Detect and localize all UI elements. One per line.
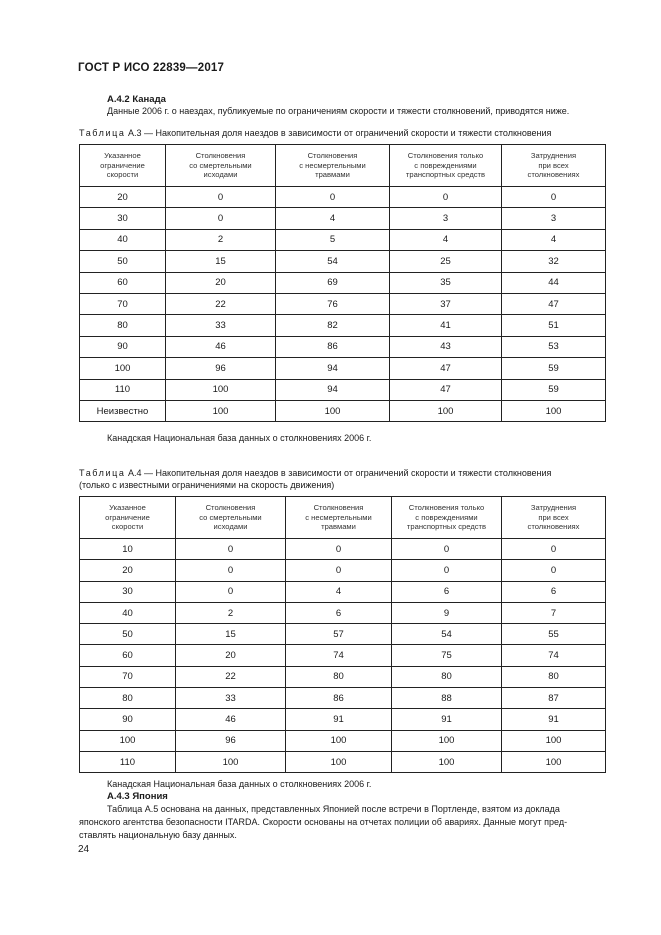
- column-header-line: столкновениях: [527, 522, 580, 532]
- table-cell: 32: [502, 251, 606, 272]
- table-cell: 3: [390, 208, 502, 229]
- table-cell: 100: [276, 400, 390, 421]
- column-header: [502, 145, 606, 187]
- table-cell: 2: [176, 602, 286, 623]
- table-row: [80, 751, 606, 772]
- column-header-line: с несмертельными: [305, 512, 372, 522]
- column-header: [276, 145, 390, 187]
- column-header-line: травмами: [315, 170, 350, 180]
- table-cell: 100: [166, 379, 276, 400]
- table-cell: 74: [502, 645, 606, 666]
- section-heading-canada: А.4.2 Канада: [107, 94, 166, 105]
- japan-paragraph-line-3: ставлять национальную базу данных.: [79, 830, 237, 840]
- table-row: [80, 688, 606, 709]
- table-cell: 80: [286, 666, 392, 687]
- table-cell: 47: [390, 358, 502, 379]
- table-cell: 0: [166, 187, 276, 208]
- table-row: [80, 187, 606, 208]
- table-cell: 50: [80, 624, 176, 645]
- table-cell: 110: [80, 751, 176, 772]
- column-header: [80, 497, 176, 539]
- column-header-line: травмами: [321, 522, 356, 532]
- table-cell: 35: [390, 272, 502, 293]
- table-row: [80, 315, 606, 336]
- column-header: [166, 145, 276, 187]
- table-cell: 44: [502, 272, 606, 293]
- table-cell: 20: [176, 645, 286, 666]
- table-cell: 53: [502, 336, 606, 357]
- table-row: [80, 666, 606, 687]
- column-header-line: скорости: [106, 170, 139, 180]
- table-cell: 54: [276, 251, 390, 272]
- table-a4: [79, 496, 606, 773]
- table-cell: 55: [502, 624, 606, 645]
- table-cell: 20: [80, 187, 166, 208]
- table-cell: 100: [502, 751, 606, 772]
- column-header-line: Столкновения только: [407, 151, 484, 161]
- table-cell: 47: [502, 293, 606, 314]
- table-a3: [79, 144, 606, 422]
- column-header-line: Столкновения только: [408, 503, 485, 513]
- japan-paragraph-line-1: Таблица А.5 основана на данных, представленных Японией после встречи в Портленде, взятом из доклада: [107, 804, 560, 814]
- table-cell: 75: [392, 645, 502, 666]
- column-header: [176, 497, 286, 539]
- table-cell: Неизвестно: [80, 400, 166, 421]
- column-header-line: с несмертельными: [299, 160, 366, 170]
- table-cell: 30: [80, 581, 176, 602]
- section-intro-paragraph: Данные 2006 г. о наездах, публикуемые по ограничениям скорости и тяжести столкновений, приводятся ниже.: [107, 106, 570, 116]
- column-header-line: скорости: [111, 522, 144, 532]
- table-cell: 110: [80, 379, 166, 400]
- table-cell: 22: [166, 293, 276, 314]
- column-header-line: ограничение: [100, 160, 145, 170]
- table-a4-caption: [79, 467, 551, 491]
- table-cell: 91: [392, 709, 502, 730]
- column-header: [80, 145, 166, 187]
- table-cell: 0: [176, 560, 286, 581]
- table-cell: 80: [392, 666, 502, 687]
- table-cell: 3: [502, 208, 606, 229]
- table-cell: 46: [166, 336, 276, 357]
- table-cell: 5: [276, 229, 390, 250]
- table-cell: 91: [502, 709, 606, 730]
- table-cell: 0: [390, 187, 502, 208]
- column-header-line: Затруднения: [530, 503, 577, 513]
- table-cell: 33: [176, 688, 286, 709]
- table-a3-source-note: Канадская Национальная база данных о столкновениях 2006 г.: [107, 433, 372, 443]
- table-cell: 80: [502, 666, 606, 687]
- column-header-line: ограничение: [105, 512, 150, 522]
- table-cell: 40: [80, 602, 176, 623]
- column-header-line: со смертельными: [199, 512, 262, 522]
- column-header-line: исходами: [213, 522, 248, 532]
- table-cell: 100: [176, 751, 286, 772]
- column-header-line: Указанное: [109, 503, 146, 513]
- table-cell: 59: [502, 379, 606, 400]
- table-cell: 100: [392, 730, 502, 751]
- table-cell: 100: [502, 730, 606, 751]
- japan-paragraph-line-2: японского агентства безопасности ITARDA. Скорости основаны на отчетах полиции об авариях. Данные могут пред-: [79, 817, 568, 827]
- table-cell: 57: [286, 624, 392, 645]
- table-cell: 70: [80, 666, 176, 687]
- column-header-line: столкновениях: [527, 170, 580, 180]
- table-cell: 0: [502, 187, 606, 208]
- column-header: [390, 145, 502, 187]
- table-a4-caption-label: Таблица: [79, 468, 126, 478]
- page-number: 24: [78, 844, 90, 855]
- table-header-row: [80, 145, 606, 187]
- table-cell: 25: [390, 251, 502, 272]
- table-cell: 43: [390, 336, 502, 357]
- table-cell: 100: [166, 400, 276, 421]
- table-cell: 50: [80, 251, 166, 272]
- table-cell: 4: [276, 208, 390, 229]
- table-cell: 15: [166, 251, 276, 272]
- column-header-line: Столкновения: [307, 151, 358, 161]
- table-cell: 60: [80, 645, 176, 666]
- table-cell: 4: [502, 229, 606, 250]
- table-cell: 0: [176, 539, 286, 560]
- table-cell: 6: [286, 602, 392, 623]
- column-header-line: Затруднения: [530, 151, 577, 161]
- table-cell: 0: [286, 539, 392, 560]
- table-cell: 54: [392, 624, 502, 645]
- table-cell: 91: [286, 709, 392, 730]
- column-header-line: со смертельными: [189, 160, 252, 170]
- table-cell: 40: [80, 229, 166, 250]
- column-header: [286, 497, 392, 539]
- column-header-line: Столкновения: [313, 503, 364, 513]
- table-row: [80, 358, 606, 379]
- table-a3-caption-label: Таблица: [79, 128, 126, 138]
- table-row: [80, 379, 606, 400]
- table-row: [80, 709, 606, 730]
- table-cell: 41: [390, 315, 502, 336]
- table-cell: 80: [80, 688, 176, 709]
- table-cell: 4: [286, 581, 392, 602]
- table-cell: 2: [166, 229, 276, 250]
- table-cell: 69: [276, 272, 390, 293]
- table-cell: 37: [390, 293, 502, 314]
- table-cell: 76: [276, 293, 390, 314]
- table-row: [80, 400, 606, 421]
- table-row: [80, 560, 606, 581]
- table-a4-caption-line2: (только с известными ограничениями на скорость движения): [79, 480, 335, 490]
- table-cell: 90: [80, 336, 166, 357]
- table-row: [80, 208, 606, 229]
- column-header-line: исходами: [203, 170, 238, 180]
- table-cell: 80: [80, 315, 166, 336]
- table-cell: 33: [166, 315, 276, 336]
- table-cell: 47: [390, 379, 502, 400]
- table-row: [80, 730, 606, 751]
- table-cell: 100: [502, 400, 606, 421]
- table-row: [80, 581, 606, 602]
- column-header-line: при всех: [538, 512, 569, 522]
- table-cell: 6: [392, 581, 502, 602]
- table-header-row: [80, 497, 606, 539]
- table-cell: 70: [80, 293, 166, 314]
- table-a3-caption-text: А.3 — Накопительная доля наездов в зависимости от ограничений скорости и тяжести столкновения: [128, 128, 552, 138]
- table-row: [80, 293, 606, 314]
- table-cell: 100: [286, 730, 392, 751]
- column-header-line: транспортных средств: [405, 170, 486, 180]
- section-heading-japan: А.4.3 Япония: [107, 791, 168, 802]
- column-header-line: при всех: [538, 160, 569, 170]
- table-row: [80, 336, 606, 357]
- table-cell: 0: [276, 187, 390, 208]
- table-cell: 96: [176, 730, 286, 751]
- table-cell: 20: [80, 560, 176, 581]
- table-cell: 100: [390, 400, 502, 421]
- table-cell: 0: [286, 560, 392, 581]
- table-cell: 87: [502, 688, 606, 709]
- table-cell: 94: [276, 358, 390, 379]
- table-cell: 0: [392, 539, 502, 560]
- table-cell: 51: [502, 315, 606, 336]
- table-cell: 6: [502, 581, 606, 602]
- table-cell: 96: [166, 358, 276, 379]
- table-row: [80, 539, 606, 560]
- column-header-line: Указанное: [104, 151, 141, 161]
- table-row: [80, 229, 606, 250]
- column-header-line: с повреждениями: [414, 160, 477, 170]
- table-cell: 20: [166, 272, 276, 293]
- column-header-line: Столкновения: [195, 151, 246, 161]
- table-a4-caption-text: А.4 — Накопительная доля наездов в зависимости от ограничений скорости и тяжести столкновения: [128, 468, 552, 478]
- table-cell: 46: [176, 709, 286, 730]
- table-row: [80, 645, 606, 666]
- table-cell: 10: [80, 539, 176, 560]
- table-cell: 22: [176, 666, 286, 687]
- table-cell: 86: [276, 336, 390, 357]
- table-row: [80, 624, 606, 645]
- table-cell: 88: [392, 688, 502, 709]
- column-header: [392, 497, 502, 539]
- table-cell: 0: [502, 539, 606, 560]
- table-cell: 86: [286, 688, 392, 709]
- table-cell: 94: [276, 379, 390, 400]
- table-cell: 82: [276, 315, 390, 336]
- table-a3-caption: [79, 127, 551, 139]
- document-title: ГОСТ Р ИСО 22839—2017: [78, 62, 225, 74]
- table-cell: 100: [392, 751, 502, 772]
- table-cell: 60: [80, 272, 166, 293]
- table-cell: 90: [80, 709, 176, 730]
- table-cell: 100: [286, 751, 392, 772]
- table-cell: 0: [502, 560, 606, 581]
- table-cell: 9: [392, 602, 502, 623]
- column-header: [502, 497, 606, 539]
- table-cell: 0: [166, 208, 276, 229]
- table-cell: 0: [176, 581, 286, 602]
- table-cell: 100: [80, 730, 176, 751]
- table-a4-source-note: Канадская Национальная база данных о столкновениях 2006 г.: [107, 779, 372, 789]
- table-row: [80, 602, 606, 623]
- column-header-line: Столкновения: [205, 503, 256, 513]
- column-header-line: с повреждениями: [415, 512, 478, 522]
- table-cell: 15: [176, 624, 286, 645]
- table-cell: 74: [286, 645, 392, 666]
- table-cell: 0: [392, 560, 502, 581]
- column-header-line: транспортных средств: [406, 522, 487, 532]
- table-cell: 30: [80, 208, 166, 229]
- table-cell: 100: [80, 358, 166, 379]
- table-cell: 59: [502, 358, 606, 379]
- table-cell: 7: [502, 602, 606, 623]
- table-row: [80, 251, 606, 272]
- table-row: [80, 272, 606, 293]
- table-cell: 4: [390, 229, 502, 250]
